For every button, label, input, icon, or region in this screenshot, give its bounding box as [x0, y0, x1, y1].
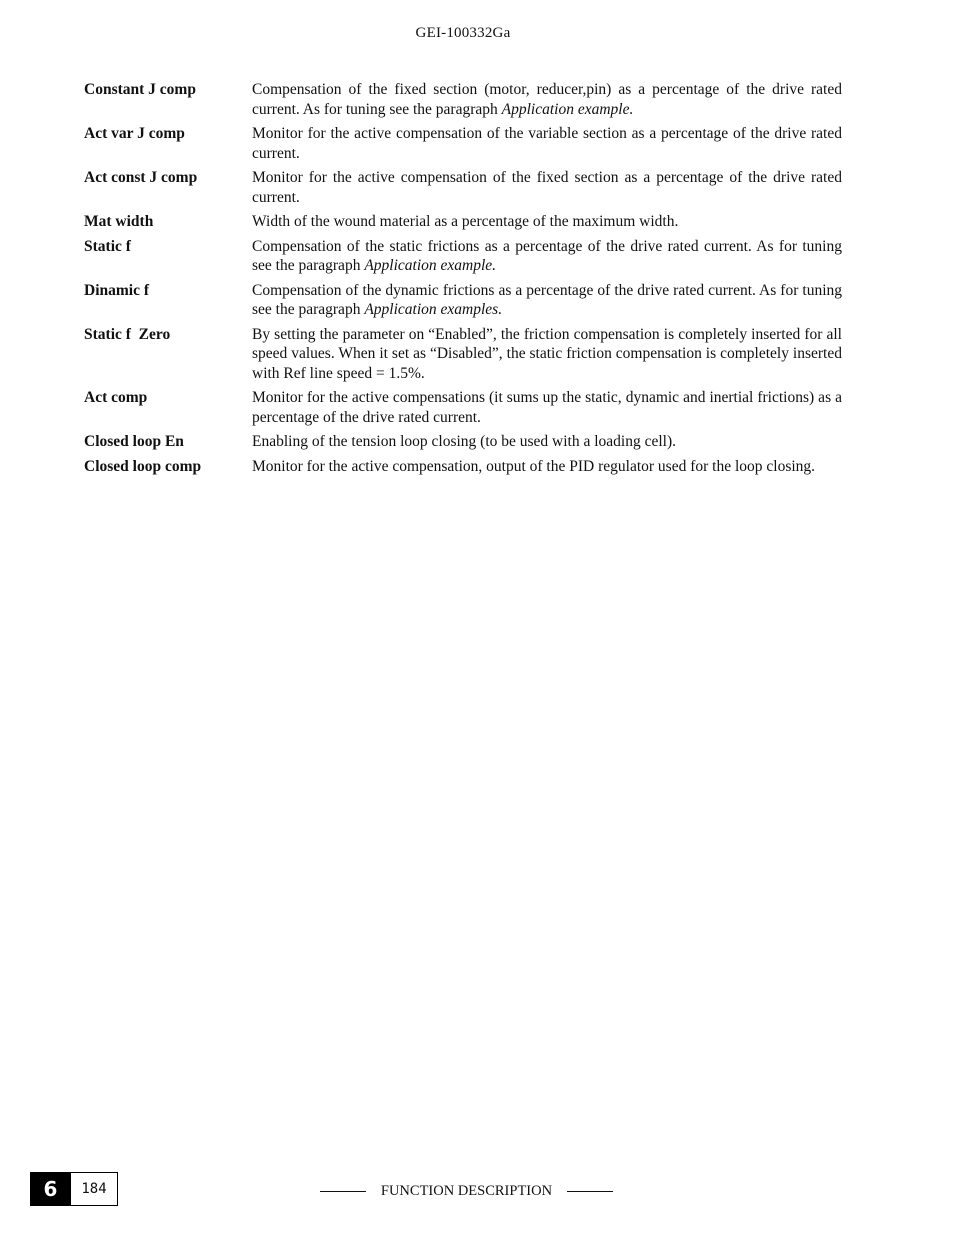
- definition-text: Monitor for the active compensations (it sums up the static, dynamic and inertial frictions) as a percentage of the drive rated current.: [252, 389, 842, 426]
- definition-text: Monitor for the active compensation, output of the PID regulator used for the loop closing.: [252, 457, 816, 475]
- reference-link: Application example.: [501, 100, 634, 118]
- definition-term: Act comp: [84, 389, 148, 406]
- definition-text: By setting the parameter on “Enabled”, the friction compensation is completely inserted for all speed values. When it set as “Disabled”, the static friction compensation is completely inserted with Ref line speed = 1.5%.: [252, 325, 842, 382]
- definition-row: [84, 432, 842, 452]
- definition-text: Monitor for the active compensation of the fixed section as a percentage of the drive rated current.: [252, 169, 842, 206]
- definition-row: [84, 281, 842, 320]
- definition-term: Act const J comp: [84, 169, 198, 186]
- document-code: GEI-100332Ga: [415, 25, 511, 41]
- definition-row: [84, 168, 842, 207]
- section-title: FUNCTION DESCRIPTION: [380, 1183, 553, 1199]
- definition-row: [84, 388, 842, 427]
- page-number: 184: [71, 1172, 118, 1206]
- definition-term: Closed loop comp: [84, 457, 202, 475]
- footer-rule-left: [320, 1191, 366, 1192]
- definition-row: [84, 237, 842, 276]
- definition-row: [84, 124, 842, 163]
- reference-link: Application example.: [364, 257, 497, 274]
- definition-term: Dinamic f: [84, 281, 150, 299]
- definition-term: Static f: [84, 237, 131, 255]
- definition-list: [84, 80, 842, 481]
- definition-text: Enabling of the tension loop closing (to be used with a loading cell).: [252, 433, 677, 450]
- definition-term: Closed loop En: [84, 433, 184, 450]
- definition-term: Mat width: [84, 213, 154, 230]
- definition-row: [84, 212, 842, 232]
- footer-section: [320, 1183, 613, 1200]
- definition-term: Act var J comp: [84, 125, 185, 142]
- definition-text: Compensation of the fixed section (motor, reducer,pin) as a percentage of the drive rated current. As for tuning see the paragraph Application example.: [252, 81, 842, 118]
- definition-text: Monitor for the active compensation of the variable section as a percentage of the drive rated current.: [252, 125, 842, 162]
- definition-text: Width of the wound material as a percentage of the maximum width.: [252, 213, 679, 230]
- reference-link: Application examples.: [364, 301, 503, 318]
- definition-row: [84, 325, 842, 384]
- definition-text: Compensation of the dynamic frictions as a percentage of the drive rated current. As for tuning see the paragraph Application examples.: [252, 281, 842, 318]
- definition-row: [84, 457, 842, 477]
- definition-term: Constant J comp: [84, 81, 196, 98]
- definition-term: Static f Zero: [84, 325, 171, 343]
- definition-row: [84, 80, 842, 119]
- footer-rule-right: [567, 1191, 613, 1192]
- definition-text: Compensation of the static frictions as a percentage of the drive rated current. As for tuning see the paragraph Application example.: [252, 237, 842, 274]
- chapter-number: 6: [30, 1172, 71, 1206]
